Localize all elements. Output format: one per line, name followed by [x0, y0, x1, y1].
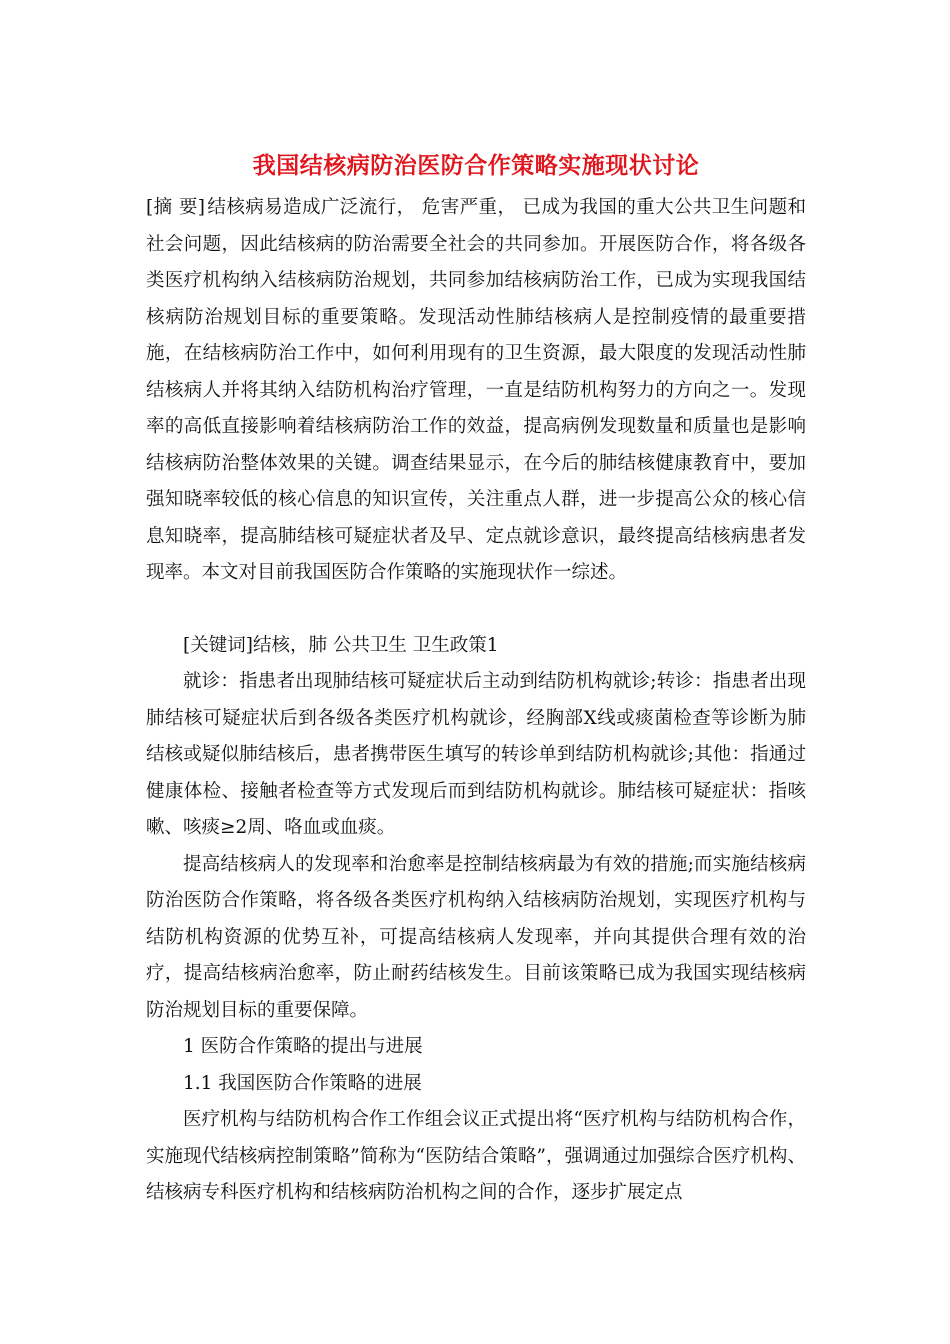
keywords-label: [关键词] — [183, 634, 253, 656]
document-page — [146, 148, 806, 1212]
keywords-text: 结核，肺 公共卫生 卫生政策1 — [252, 634, 499, 656]
section-heading-1-1: 1.1 我国医防合作策略的进展 — [183, 1072, 422, 1094]
abstract-paragraph — [146, 190, 806, 592]
abstract-label: [摘 要] — [146, 197, 205, 218]
body-paragraph-2: 提高结核病人的发现率和治愈率是控制结核病最为有效的措施;而实施结核病防治医防合作策略，将各级各类医疗机构纳入结核病防治规划，实现医疗机构与结防机构资源的优势互补，可提高结核病人发现率，并向其提供合理有效的治疗，提高结核病治愈率，防止耐药结核发生。目前该策略已成为我国实现结核病防治规划目标的重要保障。 — [146, 853, 806, 1021]
document-title: 我国结核病防治医防合作策略实施现状讨论 — [252, 152, 700, 179]
body-paragraph-1: 就诊：指患者出现肺结核可疑症状后主动到结防机构就诊;转诊：指患者出现肺结核可疑症状后到各级各类医疗机构就诊，经胸部X线或痰菌检查等诊断为肺结核或疑似肺结核后，患者携带医生填写的转诊单到结防机构就诊;其他：指通过健康体检、接触者检查等方式发现后而到结防机构就诊。肺结核可疑症状：指咳嗽、咳痰≥2周、咯血或血痰。 — [146, 671, 806, 838]
keywords-line — [146, 628, 806, 665]
body-paragraph-3: 医疗机构与结防机构合作工作组会议正式提出将“医疗机构与结防机构合作，实施现代结核病控制策略”简称为“医防结合策略”，强调通过加强综合医疗机构、结核病专科医疗机构和结核病防治机构之间的合作，逐步扩展定点 — [146, 1109, 806, 1203]
spacer — [146, 592, 806, 628]
abstract-text: 结核病易造成广泛流行， 危害严重， 已成为我国的重大公共卫生问题和社会问题，因此结核病的防治需要全社会的共同参加。开展医防合作，将各级各类医疗机构纳入结核病防治规划，共同参加结核病防治工作，已成为实现我国结核病防治规划目标的重要策略。发现活动性肺结核病人是控制疫情的最重要措施，在结核病防治工作中，如何利用现有的卫生资源，最大限度的发现活动性肺结核病人并将其纳入结防机构治疗管理，一直是结防机构努力的方向之一。发现率的高低直接影响着结核病防治工作的效益，提高病例发现数量和质量也是影响结核病防治整体效果的关键。调查结果显示，在今后的肺结核健康教育中，要加强知晓率较低的核心信息的知识宣传，关注重点人群，进一步提高公众的核心信息知晓率，提高肺结核可疑症状者及早、定点就诊意识，最终提高结核病患者发现率。本文对目前我国医防合作策略的实施现状作一综述。 — [146, 197, 806, 583]
section-heading-1: 1 医防合作策略的提出与进展 — [183, 1036, 423, 1057]
